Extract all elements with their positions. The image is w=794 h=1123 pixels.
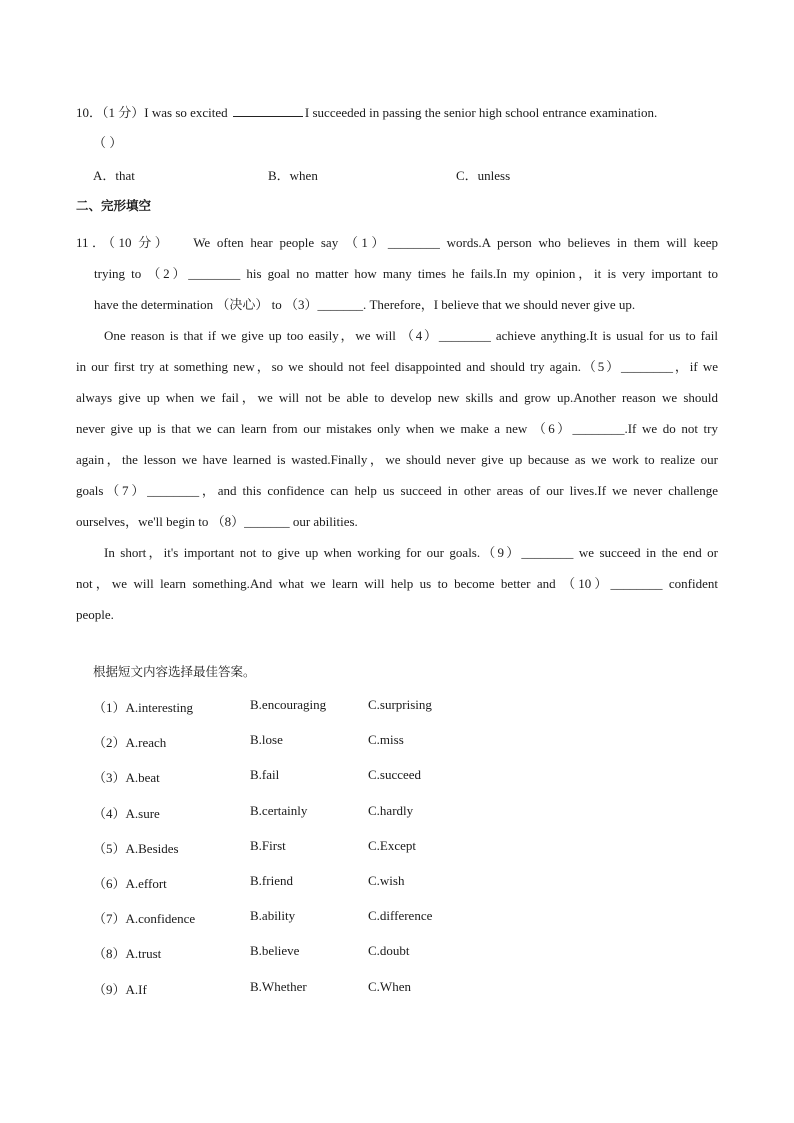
q10-option-c: C．unless [456,168,511,183]
document-page: 10．（1 分）I was so excited I succeeded in passing the senior high school entrance examination. （ ） A．that B．when C．unless 二、完形填空 11．（10 分） We often hear people say （1）________ words.A person who believes in them will keep trying to （2）________ his goal no matter how many times he fails.In my opinion，it is very important to have the determination （决心） to （3）_______. Therefore，I believe that we should never give up. One reason is that if we give up too easily，we will （4）________ achieve anything.It is usual for us to fail in our first try at something new，so we should not feel disappointed and should try again.（5）________，if we always give up when we fail，we will not be able to develop new skills and grow up.Another reason we should never give up is that we can learn from our mistakes only when we make a new （6）________.If we do not try again，the lesson we have learned is wasted.Finally，we should never give up because as we work to realize our goals（7）________，and this confidence can help us succeed in other areas of our lives.If we never challenge ourselves，we'll begin to （8）_______ our abilities. In short，it's important not to give up when working for our goals.（9）________ we succeed in the end or not，we will learn something.And what we learn will help us to become better and （10）________ confident people. 根据短文内容选择最佳答案。 （1）A.interesting B.encouraging C.surprising （2）A.reach B.lose C.miss （3）A.beat B.fail C.succeed （4）A.sure B.certainly C.hardly （5）A.Besides B.First C.Except （6）A.effort B.friend C.wish （7）A.confidence B.ability C.difference （8）A.trust B.believe C.doubt （9）A.If B.Whether C.When [0,0,794,1123]
q11-line: in our first try at something new，so we should not feel disappointed and should try again.（5）________，if we [76,359,718,374]
q10-score: （1 分） [102,105,145,120]
q11-line: One reason is that if we give up too easily，we will （4）________ achieve anything.It is usual for us to fail [104,328,718,343]
q11-number: 11． [76,235,109,250]
q11-line: have the determination （决心） to （3）_______. Therefore，I believe that we should never give up. [94,297,636,312]
q10-stem [76,102,657,121]
q10-answer-blank [233,104,303,117]
q11-line: trying to （2）________ his goal no matter how many times he fails.In my opinion，it is very important to [94,266,718,281]
choices-instruction: 根据短文内容选择最佳答案。 [93,664,256,679]
q11-line: not，we will learn something.And what we learn will help us to become better and （10）________ confident [76,576,718,591]
q11-line: 11．（10 分） We often hear people say （1）________ words.A person who believes in them will keep [76,235,718,250]
q11-line: again，the lesson we have learned is wasted.Finally，we should never give up because as we work to realize our [76,452,718,467]
q10-option-b: B．when [268,168,318,183]
q11-score: （10 分） [108,235,172,250]
q11-line: always give up when we fail，we will not be able to develop new skills and grow up.Another reason we should [76,390,718,405]
q11-passage [76,227,718,630]
q10-stem-before: I was so excited [144,105,231,120]
q10-answer-paren: （ ） [93,135,123,150]
q10-option-a: A．that [93,168,135,183]
q11-line: In short，it's important not to give up when working for our goals.（9）________ we succeed in the end or [104,545,718,560]
q11-line: never give up is that we can learn from our mistakes only when we make a new （6）________.If we do not try [76,421,718,436]
q10-number: 10． [76,105,103,120]
q11-line: people. [76,607,114,622]
q11-line: ourselves，we'll begin to （8）_______ our abilities. [76,514,358,529]
q11-line: goals（7）________，and this confidence can help us succeed in other areas of our lives.If we never challenge [76,483,718,498]
section-title: 二、完形填空 [76,198,152,213]
q10-stem-after: I succeeded in passing the senior high school entrance examination. [304,105,658,120]
